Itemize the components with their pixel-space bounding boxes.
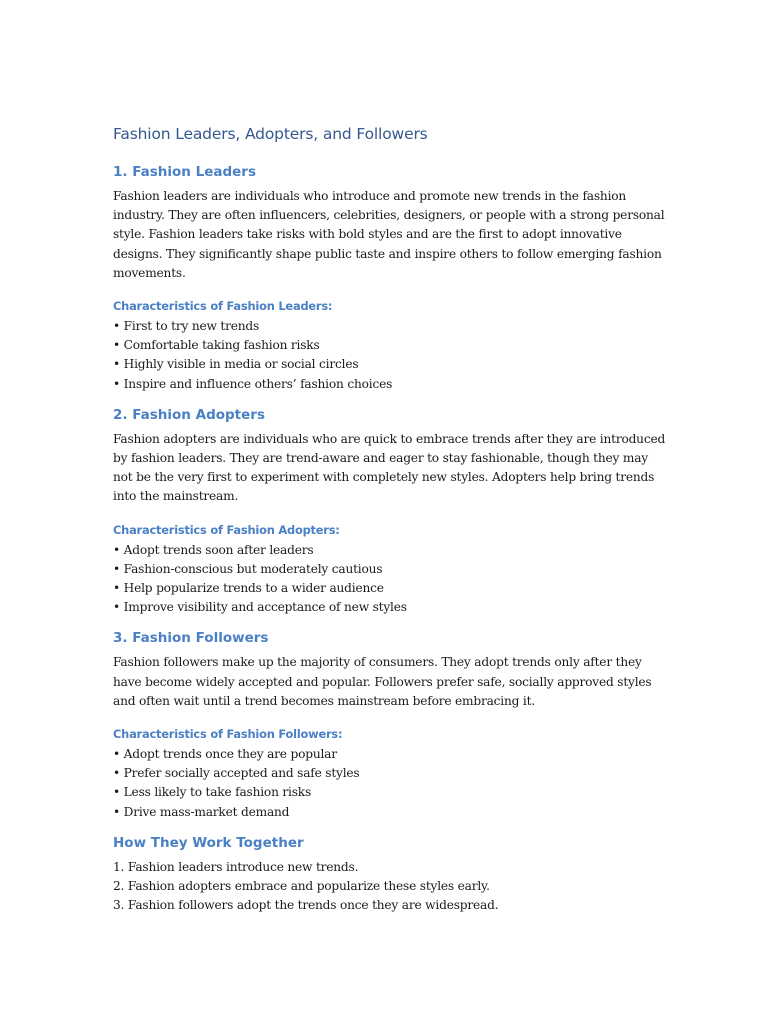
list-item: • Prefer socially accepted and safe styles [113, 766, 360, 781]
document-page [113, 122, 673, 926]
paragraph-line: by fashion leaders. They are trend-aware and eager to stay fashionable, though they may [113, 451, 648, 466]
section-paragraph [113, 430, 673, 507]
document-title: Fashion Leaders, Adopters, and Followers [113, 125, 428, 143]
section-fashion-adopters [113, 405, 673, 618]
list-item: • Adopt trends soon after leaders [113, 542, 314, 557]
list-item: • Less likely to take fashion risks [113, 785, 312, 800]
section-paragraph [113, 653, 673, 711]
section-heading: How They Work Together [113, 834, 304, 851]
list-item: 3. Fashion followers adopt the trends once they are widespread. [113, 898, 499, 913]
list-item: • Help popularize trends to a wider audience [113, 581, 384, 596]
list-item: 1. Fashion leaders introduce new trends. [113, 859, 359, 874]
list-item: 2. Fashion adopters embrace and popularize these styles early. [113, 879, 490, 894]
characteristics-heading: Characteristics of Fashion Adopters: [113, 522, 340, 537]
section-paragraph [113, 187, 673, 283]
list-item: • Inspire and influence others’ fashion choices [113, 376, 393, 391]
characteristics-heading: Characteristics of Fashion Followers: [113, 727, 343, 742]
section-heading: 2. Fashion Adopters [113, 406, 265, 423]
characteristics-list [113, 541, 673, 618]
list-item: • Comfortable taking fashion risks [113, 338, 320, 353]
section-heading: 3. Fashion Followers [113, 630, 269, 647]
paragraph-line: and often wait until a trend becomes mainstream before embracing it. [113, 693, 535, 708]
list-item: • Adopt trends once they are popular [113, 747, 337, 762]
paragraph-line: movements. [113, 265, 186, 280]
list-item: • Fashion-conscious but moderately cautious [113, 561, 383, 576]
list-item: • Highly visible in media or social circles [113, 357, 359, 372]
paragraph-line: Fashion leaders are individuals who introduce and promote new trends in the fashion [113, 189, 627, 203]
list-item: • First to try new trends [113, 319, 260, 334]
list-item: • Improve visibility and acceptance of new styles [113, 600, 407, 615]
paragraph-line: have become widely accepted and popular. Followers prefer safe, socially approved styles [113, 674, 652, 689]
paragraph-line: industry. They are often influencers, celebrities, designers, or people with a strong personal [113, 208, 665, 223]
section-fashion-leaders [113, 162, 673, 394]
characteristics-list [113, 317, 673, 394]
section-how-they-work-together [113, 833, 673, 916]
paragraph-line: style. Fashion leaders take risks with bold styles and are the first to adopt innovative [113, 227, 622, 242]
section-fashion-followers [113, 628, 673, 821]
section-heading: 1. Fashion Leaders [113, 164, 257, 180]
characteristics-list [113, 745, 673, 822]
characteristics-heading: Characteristics of Fashion Leaders: [113, 299, 333, 314]
paragraph-line: not be the very first to experiment with completely new styles. Adopters help bring trends [113, 470, 655, 485]
paragraph-line: Fashion adopters are individuals who are quick to embrace trends after they are introduced [113, 431, 666, 446]
list-item: • Drive mass-market demand [113, 804, 290, 819]
numbered-list [113, 858, 673, 916]
paragraph-line: Fashion followers make up the majority of consumers. They adopt trends only after they [113, 655, 642, 670]
paragraph-line: designs. They significantly shape public taste and inspire others to follow emerging fashion [113, 246, 662, 261]
paragraph-line: into the mainstream. [113, 489, 239, 504]
